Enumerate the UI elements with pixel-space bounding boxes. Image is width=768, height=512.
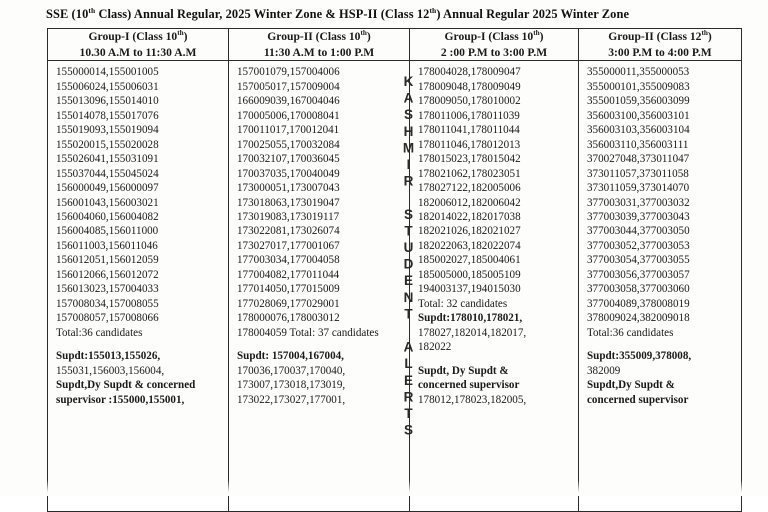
roll-number-line: 185002027,185004061 [418, 254, 521, 267]
roll-number-list-4 [579, 61, 741, 511]
roll-number-line: 182022 [418, 341, 452, 354]
roll-number-line: 178021062,178023051 [418, 167, 521, 180]
roll-number-line: 156013023,157004033 [56, 283, 159, 296]
roll-number-line: 173022081,173026074 [237, 225, 340, 238]
table-cell-column-1 [48, 61, 229, 512]
column-header-sup: th [177, 29, 184, 38]
roll-number-line: 194003137,194015030 [418, 283, 521, 296]
column-header-sup: th [360, 29, 367, 38]
roll-number-line: Supdt:355009,378008, [587, 350, 692, 363]
roll-number-line: Supdt:155013,155026, [56, 350, 161, 363]
roll-number-line: 182014022,182017038 [418, 210, 521, 223]
roll-number-line: 155026041,155031091 [56, 153, 159, 166]
column-header-title: Group-I (Class 10 [444, 30, 534, 43]
roll-number-line: 155006024,155006031 [56, 80, 159, 93]
roll-number-line: 156001043,156003021 [56, 196, 159, 209]
roll-number-line: 182021026,182021027 [418, 225, 521, 238]
roll-number-list-3 [410, 61, 578, 511]
title-part-1: SSE (10 [46, 7, 89, 22]
roll-number-line: 178011006,178011039 [418, 109, 520, 122]
roll-number-line: 178012,178023,182005, [418, 393, 527, 406]
roll-number-line: 182006012,182006042 [418, 196, 521, 209]
roll-number-line: 178004028,178009047 [418, 66, 521, 79]
roll-number-line: 173000051,173007043 [237, 182, 340, 195]
roll-number-line: 156004085,156011000 [56, 225, 159, 238]
roll-number-line: 382009 [587, 364, 621, 377]
roll-number-line: 178027122,182005006 [418, 182, 521, 195]
column-header-time: 10.30 A.M to 11:30 A.M [79, 45, 197, 59]
roll-number-line: 156012051,156012059 [56, 254, 159, 267]
roll-number-line: 170036,170037,170040, [237, 364, 346, 377]
column-header-time: 2 :00 P.M to 3:00 P.M [440, 45, 548, 59]
roll-number-line: 173022,173027,177001, [237, 393, 346, 406]
roll-number-line: 156011003,156011046 [56, 239, 158, 252]
roll-number-line: 355000011,355000053 [587, 66, 690, 79]
roll-number-line: 170037035,170040049 [237, 167, 340, 180]
roll-number-line: concerned supervisor [587, 393, 689, 406]
table-header-row [48, 29, 742, 61]
roll-number-line: 177003034,177004058 [237, 254, 340, 267]
roll-number-line: 170025055,170032084 [237, 138, 340, 151]
table-cell-column-3 [410, 61, 579, 512]
watermark-text: KASHMIR STUDENT ALERTS [401, 74, 416, 440]
column-header-title: Group-I (Class 10 [88, 30, 178, 43]
roll-number-line: 157005017,157009004 [237, 80, 340, 93]
roll-number-line: 155014078,155017076 [56, 109, 159, 122]
roll-number-line: 378009024,382009018 [587, 312, 690, 325]
roll-number-line: 178015023,178015042 [418, 153, 521, 166]
roll-number-line: 173018063,173019047 [237, 196, 340, 209]
roll-number-line: 155037044,155045024 [56, 167, 159, 180]
column-header-title-end: ) [183, 30, 188, 43]
roll-number-line: 170032107,170036045 [237, 153, 340, 166]
roll-number-line: 170011017,170012041 [237, 124, 340, 137]
title-sup-1: th [88, 6, 96, 15]
roll-number-line: 155013096,155014010 [56, 95, 159, 108]
column-header-group-4 [579, 29, 742, 61]
roll-number-line: 157008057,157008066 [56, 312, 159, 325]
roll-number-line: 155031,156003,156004, [56, 364, 165, 377]
roll-number-line: 177028069,177029001 [237, 297, 340, 310]
roll-number-line: 356003110,356003111 [587, 138, 689, 151]
column-header-title-end: ) [539, 30, 544, 43]
roll-number-line: 377004089,378008019 [587, 297, 690, 310]
roll-number-line: Supdt, Dy Supdt & [418, 364, 509, 377]
roll-number-line: 355001059,356003099 [587, 95, 690, 108]
column-header-group-2 [229, 29, 410, 61]
roll-number-line: 155020015,155020028 [56, 138, 159, 151]
roll-number-line: 156012066,156012072 [56, 268, 159, 281]
column-header-title-end: ) [707, 30, 712, 43]
column-header-time: 3:00 P.M to 4:00 P.M [608, 45, 712, 59]
roll-number-line: 377003044,377003050 [587, 225, 690, 238]
title-part-2: Class) Annual Regular, 2025 Winter Zone & HSP-II (Class 12 [95, 7, 430, 22]
roll-number-line: 370027048,373011047 [587, 153, 690, 166]
roll-number-line: 178011041,178011044 [418, 124, 520, 137]
column-header-time: 11:30 A.M to 1:00 P.M [263, 45, 375, 59]
roll-number-line: 182022063,182022074 [418, 239, 521, 252]
column-header-title: Group-II (Class 10 [267, 30, 361, 43]
candidates-table [47, 28, 742, 512]
roll-number-line: Supdt,Dy Supdt & [587, 379, 675, 392]
roll-number-line: 178011046,178012013 [418, 138, 521, 151]
roll-number-line: 185005000,185005109 [418, 268, 521, 281]
roll-number-line: 356003103,356003104 [587, 124, 690, 137]
roll-number-line: concerned supervisor [418, 379, 520, 392]
roll-number-line: Total:36 candidates [56, 326, 143, 339]
roll-number-line: 377003031,377003032 [587, 196, 690, 209]
roll-number-line: 178004059 Total: 37 candidates [237, 326, 379, 339]
roll-number-line: 373011059,373014070 [587, 182, 690, 195]
column-header-title: Group-II (Class 12 [608, 30, 702, 43]
roll-number-line: Supdt: 157004,167004, [237, 350, 344, 363]
roll-number-line: 377003054,377003055 [587, 254, 690, 267]
line-spacer [418, 355, 572, 364]
roll-number-line: 178000076,178003012 [237, 312, 340, 325]
column-header-sup: th [533, 29, 540, 38]
roll-number-line: 355000101,355009083 [587, 80, 690, 93]
line-spacer [587, 340, 735, 349]
roll-number-line: 177004082,177011044 [237, 268, 340, 281]
column-header-sup: th [701, 29, 708, 38]
roll-number-line: 157008034,157008055 [56, 297, 159, 310]
table-cell-column-4 [579, 61, 742, 512]
roll-number-line: 178027,182014,182017, [418, 326, 527, 339]
roll-number-line: 173019083,173019117 [237, 210, 340, 223]
table-cell-column-2 [229, 61, 410, 512]
column-header-group-3 [410, 29, 579, 61]
roll-number-line: 173007,173018,173019, [237, 379, 346, 392]
roll-number-line: Supdt:178010,178021, [418, 312, 523, 325]
roll-number-line: 377003052,377003053 [587, 239, 690, 252]
roll-number-line: 166009039,167004046 [237, 95, 340, 108]
line-spacer [56, 340, 222, 349]
roll-number-list-2 [229, 61, 409, 511]
line-spacer [237, 340, 403, 349]
title-sup-2: th [429, 6, 437, 15]
roll-number-line: 373011057,373011058 [587, 167, 689, 180]
roll-number-line: 178009048,178009049 [418, 80, 521, 93]
column-header-title-end: ) [366, 30, 371, 43]
table-body-row [48, 61, 742, 512]
roll-number-line: 156000049,156000097 [56, 182, 159, 195]
roll-number-line: 157001079,157004006 [237, 66, 340, 79]
roll-number-line: 170005006,170008041 [237, 109, 340, 122]
roll-number-line: 155000014,155001005 [56, 66, 159, 79]
roll-number-line: 377003056,377003057 [587, 268, 690, 281]
title-part-3: ) Annual Regular 2025 Winter Zone [436, 7, 630, 22]
roll-number-line: 156004060,156004082 [56, 210, 159, 223]
roll-number-line: 377003058,377003060 [587, 283, 690, 296]
page-title [46, 6, 746, 22]
roll-number-line: Total:36 candidates [587, 326, 674, 339]
column-header-group-1 [48, 29, 229, 61]
roll-number-line: 173027017,177001067 [237, 239, 340, 252]
roll-number-line: Total: 32 candidates [418, 297, 508, 310]
roll-number-line: 356003100,356003101 [587, 109, 690, 122]
roll-number-list-1 [48, 61, 228, 511]
roll-number-line: 178009050,178010002 [418, 95, 521, 108]
roll-number-line: Supdt,Dy Supdt & concerned [56, 379, 196, 392]
roll-number-line: 177014050,177015009 [237, 283, 340, 296]
roll-number-line: 155019093,155019094 [56, 124, 159, 137]
roll-number-line: 377003039,377003043 [587, 210, 690, 223]
roll-number-line: supervisor :155000,155001, [56, 393, 185, 406]
